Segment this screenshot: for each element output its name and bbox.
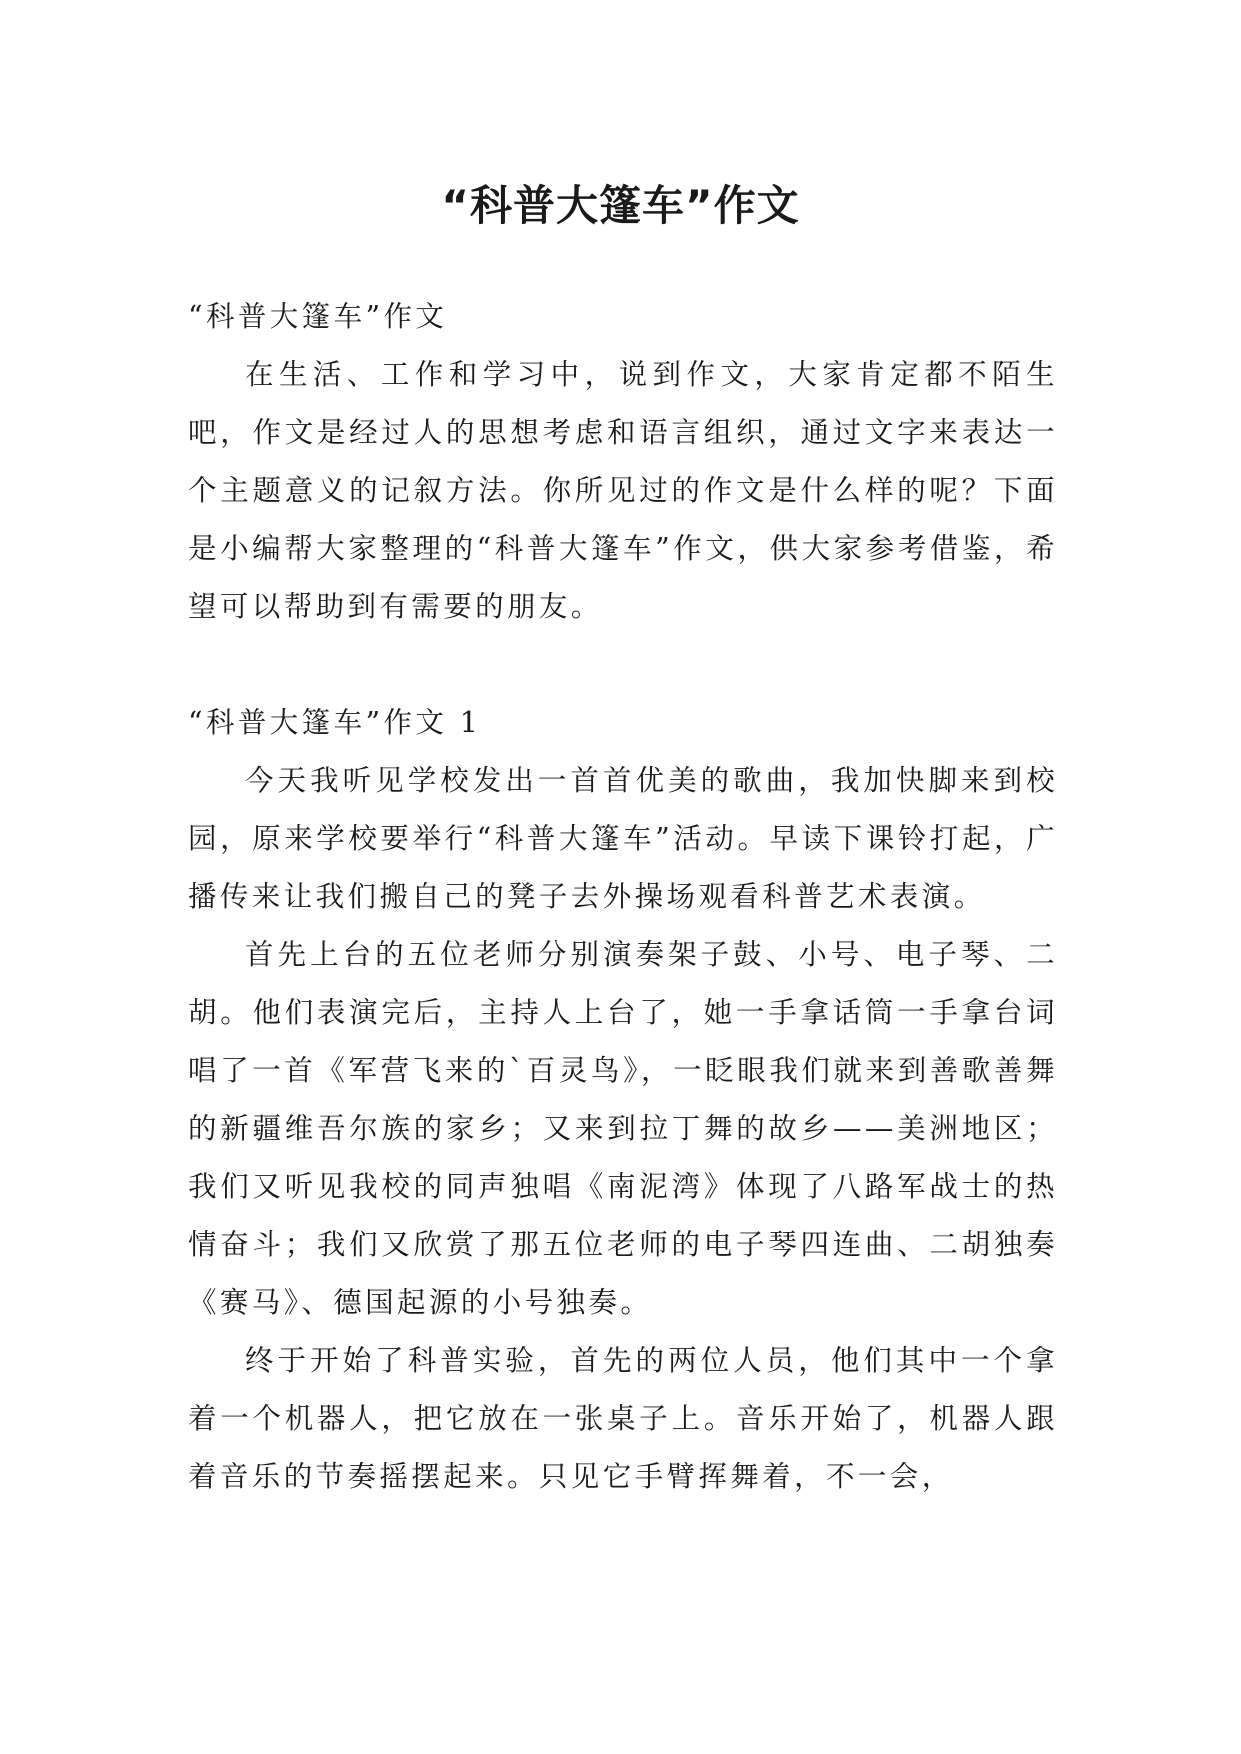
document-title: “科普大篷车”作文 [441,181,800,231]
document-body [188,288,1058,1506]
intro-heading: “科普大篷车”作文 [188,300,448,333]
section-spacer [188,636,1058,694]
essay-paragraph: 终于开始了科普实验，首先的两位人员，他们其中一个拿着一个机器人，把它放在一张桌子上。音乐开始了，机器人跟着音乐的节奏摇摆起来。只见它手臂挥舞着，不一会， [188,1344,1058,1493]
essay-heading: “科普大篷车”作文 1 [188,706,482,739]
essay-paragraph: 首先上台的五位老师分别演奏架子鼓、小号、电子琴、二胡。他们表演完后，主持人上台了，她一手拿话筒一手拿台词唱了一首《军营飞来的`百灵鸟》，一眨眼我们就来到善歌善舞的新疆维吾尔族的家乡；又来到拉丁舞的故乡——美洲地区；我们又听见我校的同声独唱《南泥湾》体现了八路军战士的热情奋斗；我们又欣赏了那五位老师的电子琴四连曲、二胡独奏《赛马》、德国起源的小号独奏。 [188,938,1058,1319]
essay-paragraph: 今天我听见学校发出一首首优美的歌曲，我加快脚来到校园，原来学校要举行“科普大篷车”活动。早读下课铃打起，广播传来让我们搬自己的凳子去外操场观看科普艺术表演。 [188,764,1058,913]
intro-paragraph: 在生活、工作和学习中，说到作文，大家肯定都不陌生吧，作文是经过人的思想考虑和语言组织，通过文字来表达一个主题意义的记叙方法。你所见过的作文是什么样的呢？下面是小编帮大家整理的“科普大篷车”作文，供大家参考借鉴，希望可以帮助到有需要的朋友。 [188,358,1058,623]
